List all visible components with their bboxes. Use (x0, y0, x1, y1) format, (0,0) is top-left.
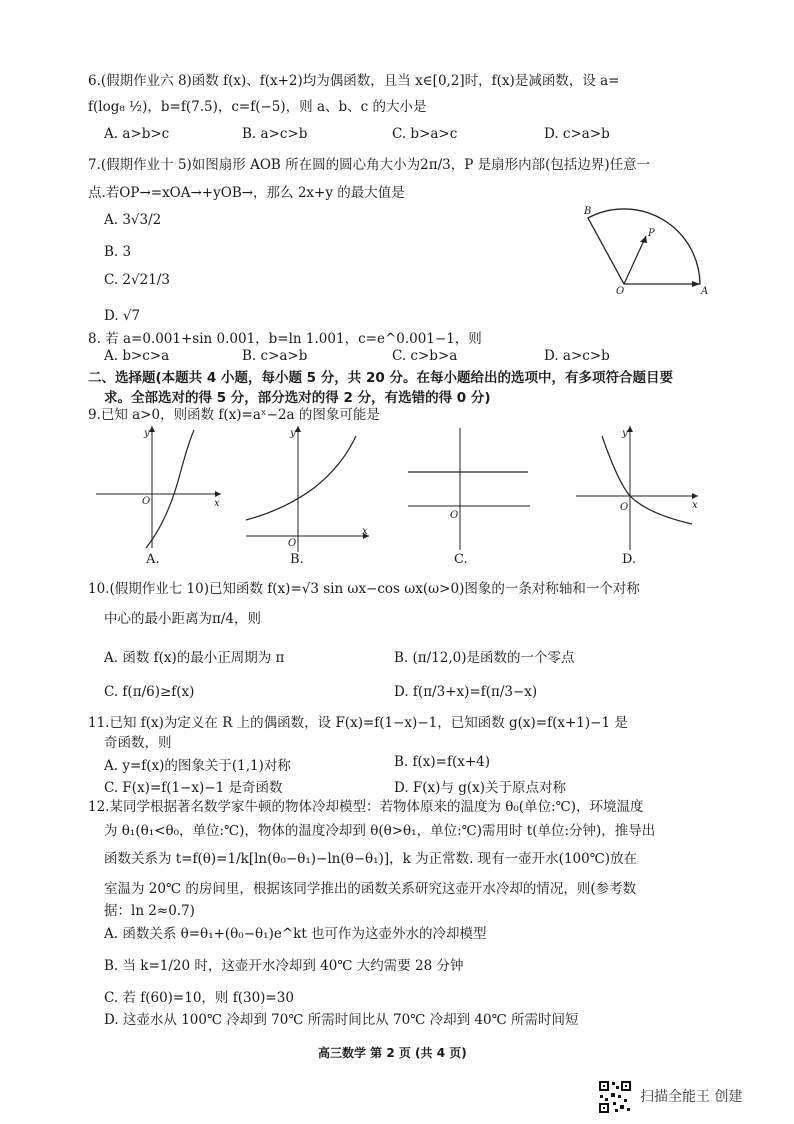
graph-b (244, 424, 374, 554)
y-label: y (622, 428, 628, 439)
curve-a (146, 430, 194, 548)
qr-code-icon (598, 1080, 632, 1114)
graph-d (574, 424, 704, 554)
q11-line1: 11.已知 f(x)为定义在 R 上的偶函数，设 F(x)=f(1−x)−1，已知函数 g(x)=f(x+1)−1 是 (88, 715, 628, 731)
q12-option-c: C. 若 f(60)=10，则 f(30)=30 (104, 990, 294, 1006)
q7-option-d: D. √7 (104, 308, 141, 324)
q8-option-a: A. b>c>a (104, 348, 170, 364)
q8-option-b: B. c>a>b (242, 348, 308, 364)
sector-outline (588, 209, 700, 284)
q10-line1: 10.(假期作业七 10)已知函数 f(x)=√3 sin ωx−cos ωx(ω>0)图象的一条对称轴和一个对称 (88, 581, 640, 597)
q12-option-d: D. 这壶水从 100℃ 冷却到 70℃ 所需时间比从 70℃ 冷却到 40℃ 所需时间短 (104, 1012, 579, 1028)
vector-oa-arrow (692, 281, 700, 287)
q10-line2: 中心的最小距离为π/4，则 (104, 611, 262, 627)
curve-b (246, 436, 356, 520)
q7-line2: 点.若OP→=xOA→+yOB→，那么 2x+y 的最大值是 (88, 185, 405, 201)
q6-option-d: D. c>a>b (544, 126, 610, 142)
q10-option-d: D. f(π/3+x)=f(π/3−x) (394, 684, 538, 700)
origin-label: O (620, 502, 629, 513)
q12-line3: 函数关系为 t=f(θ)=1/k[ln(θ₀−θ₁)−ln(θ−θ₁)]，k 为正常数. 现有一壶开水(100℃)放在 (104, 851, 638, 867)
q10-option-b: B. (π/12,0)是函数的一个零点 (394, 650, 575, 666)
q12-line1: 12.某同学根据著名数学家牛顿的物体冷却模型：若物体原来的温度为 θ₀(单位:℃)，环境温度 (88, 799, 644, 815)
graph-c (404, 424, 534, 554)
x-label: x (214, 498, 220, 509)
q7-option-a: A. 3√3/2 (104, 212, 162, 228)
origin-label: O (142, 496, 151, 507)
q11-option-a: A. y=f(x)的图象关于(1,1)对称 (104, 758, 291, 774)
q6-option-a: A. a>b>c (104, 126, 170, 142)
q8-option-d: D. a>c>b (544, 348, 610, 364)
q6-option-c: C. b>a>c (392, 126, 458, 142)
q6-line1: 6.(假期作业六 8)函数 f(x)、f(x+2)均为偶函数，且当 x∈[0,2]时，f(x)是减函数，设 a= (88, 73, 620, 89)
q12-line2: 为 θ₁(θ₁<θ₀，单位:℃)，物体的温度冷却到 θ(θ>θ₁，单位:℃)需用时 t(单位:分钟)，推导出 (104, 823, 656, 839)
y-label: y (290, 428, 296, 439)
q12-line4: 室温为 20℃ 的房间里，根据该同学推出的函数关系研究这壶开水冷却的情况，则(参考数 (104, 881, 637, 897)
q12-line5: 据：ln 2≈0.7) (104, 903, 195, 919)
q6-line2: f(log₈ ½)，b=f(7.5)，c=f(−5)，则 a、b、c 的大小是 (88, 99, 427, 115)
label-a: A (701, 286, 709, 296)
q7-option-c: C. 2√21/3 (104, 272, 170, 288)
q7-line1: 7.(假期作业十 5)如图扇形 AOB 所在圆的圆心角大小为2π/3，P 是扇形内部(包括边界)任意一 (88, 157, 651, 173)
vector-op-arrow (640, 236, 647, 243)
q11-option-c: C. F(x)=f(1−x)−1 是奇函数 (104, 780, 283, 796)
q10-option-c: C. f(π/6)≥f(x) (104, 684, 195, 700)
q8-line1: 8. 若 a=0.001+sin 0.001，b=ln 1.001，c=e^0.001−1，则 (88, 331, 482, 347)
page-footer: 高三数学 第 2 页 (共 4 页) (318, 1046, 467, 1060)
origin-label: O (288, 538, 297, 549)
graph-label-d: D. (622, 552, 637, 567)
x-label: x (362, 526, 368, 537)
origin-label: O (450, 510, 459, 521)
section2-line2: 求。全部选对的得 5 分，部分选对的得 2 分，有选错的得 0 分) (104, 390, 491, 406)
label-p: P (648, 228, 655, 239)
q11-line2: 奇函数，则 (104, 735, 172, 751)
q9-line1: 9.已知 a>0，则函数 f(x)=aˣ−2a 的图象可能是 (88, 407, 380, 423)
q12-option-b: B. 当 k=1/20 时，这壶开水冷却到 40℃ 大约需要 28 分钟 (104, 958, 464, 974)
watermark-text: 扫描全能王 创建 (640, 1089, 743, 1105)
q10-option-a: A. 函数 f(x)的最小正周期为 π (104, 650, 285, 666)
graph-label-c: C. (454, 552, 468, 567)
label-b: B (584, 206, 592, 217)
vector-op (624, 236, 646, 284)
q6-option-b: B. a>c>b (242, 126, 308, 142)
y-label: y (144, 428, 150, 439)
q7-option-b: B. 3 (104, 244, 132, 260)
curve-d (602, 436, 692, 524)
section2-line1: 二、选择题(本题共 4 小题，每小题 5 分，共 20 分。在每小题给出的选项中，有多项符合题目要 (88, 370, 673, 386)
q11-option-d: D. F(x)与 g(x)关于原点对称 (394, 780, 567, 796)
graph-a (96, 424, 226, 554)
graph-label-b: B. (290, 552, 304, 567)
sector-figure (576, 196, 716, 296)
graph-label-a: A. (146, 552, 160, 567)
q8-option-c: C. c>b>a (392, 348, 458, 364)
label-o: O (616, 286, 625, 296)
q12-option-a: A. 函数关系 θ=θ₁+(θ₀−θ₁)e^kt 也可作为这壶外水的冷却模型 (104, 926, 487, 942)
q11-option-b: B. f(x)=f(x+4) (394, 754, 491, 770)
x-label: x (692, 500, 698, 511)
